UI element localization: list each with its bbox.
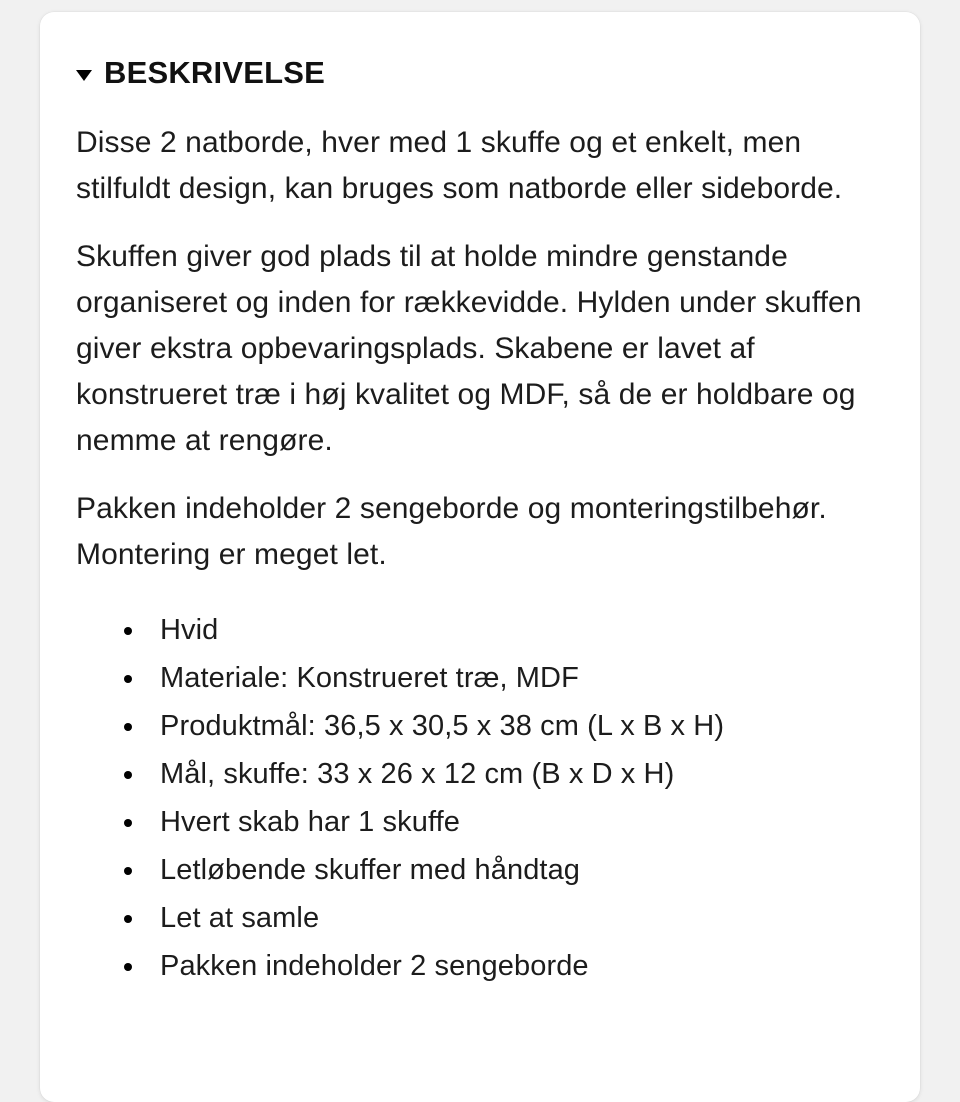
list-item-label: Materiale: Konstrueret træ, MDF	[160, 662, 579, 695]
bullet-icon	[124, 963, 132, 971]
caret-down-icon[interactable]	[76, 70, 92, 81]
bullet-icon	[124, 915, 132, 923]
list-item-label: Hvid	[160, 614, 219, 647]
list-item	[76, 750, 884, 798]
bullet-icon	[124, 771, 132, 779]
list-item	[76, 654, 884, 702]
list-item	[76, 894, 884, 942]
list-item	[76, 702, 884, 750]
description-card	[40, 12, 920, 1102]
list-item	[76, 846, 884, 894]
section-title: BESKRIVELSE	[104, 55, 325, 90]
list-item-label: Mål, skuffe: 33 x 26 x 12 cm (B x D x H)	[160, 758, 675, 791]
description-paragraph-2: Skuffen giver god plads til at holde mindre genstande organiseret og inden for rækkevidde. Hylden under skuffen giver ekstra opbevaringsplads. Skabene er lavet af konstrueret træ i høj kvalitet og MDF, så de er holdbare og nemme at rengøre.	[76, 240, 862, 458]
list-item-label: Hvert skab har 1 skuffe	[160, 806, 460, 839]
card-content	[40, 12, 920, 990]
bullet-icon	[124, 675, 132, 683]
list-item-label: Produktmål: 36,5 x 30,5 x 38 cm (L x B x H)	[160, 710, 725, 743]
bullet-icon	[124, 867, 132, 875]
list-item-label: Let at samle	[160, 902, 320, 935]
list-item	[76, 606, 884, 654]
list-item	[76, 942, 884, 990]
list-item	[76, 798, 884, 846]
bullet-icon	[124, 819, 132, 827]
bullet-icon	[124, 723, 132, 731]
description-paragraph-3: Pakken indeholder 2 sengeborde og monteringstilbehør. Montering er meget let.	[76, 492, 827, 572]
specification-list	[76, 606, 884, 990]
bullet-icon	[124, 627, 132, 635]
description-section-header[interactable]	[76, 56, 884, 90]
description-paragraph-1: Disse 2 natborde, hver med 1 skuffe og et enkelt, men stilfuldt design, kan bruges som natborde eller sideborde.	[76, 126, 843, 206]
list-item-label: Letløbende skuffer med håndtag	[160, 854, 581, 887]
list-item-label: Pakken indeholder 2 sengeborde	[160, 950, 589, 983]
